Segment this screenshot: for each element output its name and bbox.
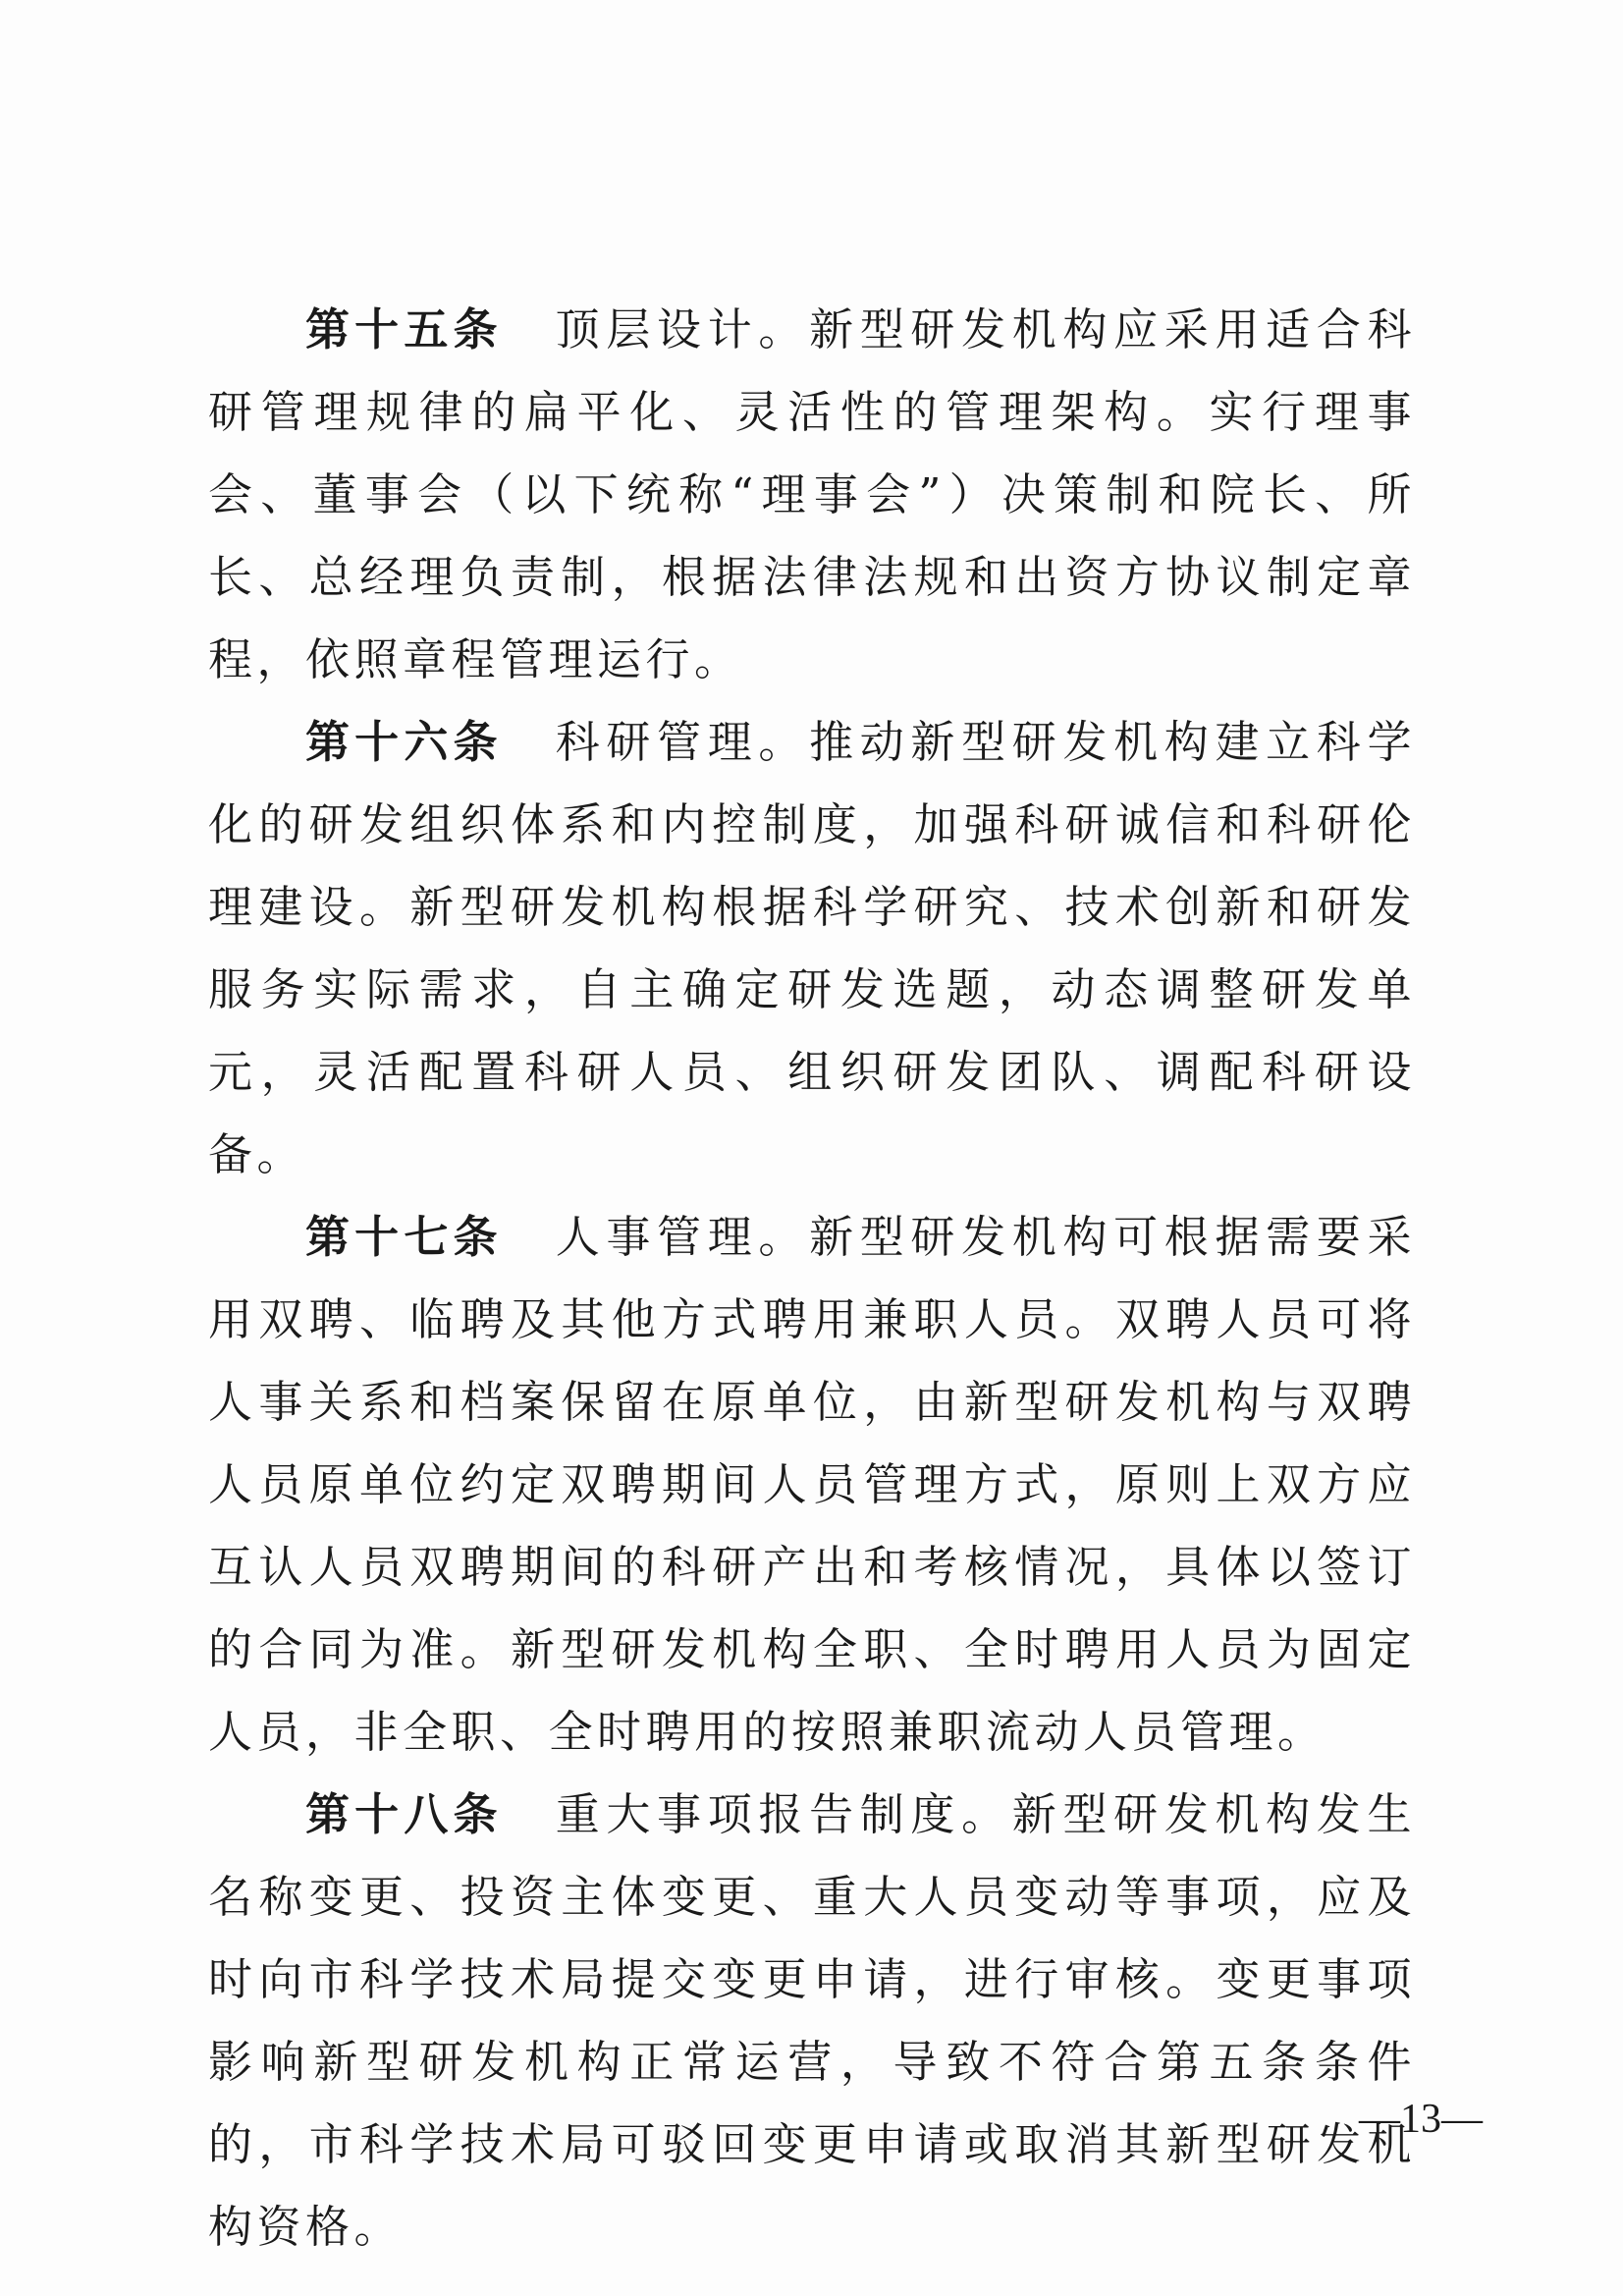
article-text: 顶层设计。新型研发机构应采用适合科研管理规律的扁平化、灵活性的管理架构。实行理事会、董事会（以下统称“理事会”）决策制和院长、所长、总经理负责制，根据法律法规和出资方协议制定章程，依照章程管理运行。 — [208, 303, 1416, 685]
article-number: 第十六条 — [305, 716, 503, 768]
article-text: 人事管理。新型研发机构可根据需要采用双聘、临聘及其他方式聘用兼职人员。双聘人员可将人事关系和档案保留在原单位，由新型研发机构与双聘人员原单位约定双聘期间人员管理方式，原则上双方应互认人员双聘期间的科研产出和考核情况，具体以签订的合同为准。新型研发机构全职、全时聘用人员为固定人员，非全职、全时聘用的按照兼职流动人员管理。 — [208, 1211, 1416, 1758]
article-number: 第十八条 — [305, 1788, 503, 1840]
article-18 — [208, 1774, 1416, 2269]
article-number: 第十五条 — [305, 303, 503, 355]
article-17 — [208, 1196, 1416, 1774]
document-body — [208, 289, 1416, 2269]
page-number: —13— — [1359, 2097, 1483, 2142]
article-16 — [208, 701, 1416, 1196]
article-number: 第十七条 — [305, 1211, 503, 1263]
article-text: 重大事项报告制度。新型研发机构发生名称变更、投资主体变更、重大人员变动等事项，应及时向市科学技术局提交变更申请，进行审核。变更事项影响新型研发机构正常运营，导致不符合第五条条件的，市科学技术局可驳回变更申请或取消其新型研发机构资格。 — [208, 1788, 1416, 2253]
article-15 — [208, 289, 1416, 701]
article-text: 科研管理。推动新型研发机构建立科学化的研发组织体系和内控制度，加强科研诚信和科研伦理建设。新型研发机构根据科学研究、技术创新和研发服务实际需求，自主确定研发选题，动态调整研发单元，灵活配置科研人员、组织研发团队、调配科研设备。 — [208, 716, 1416, 1180]
